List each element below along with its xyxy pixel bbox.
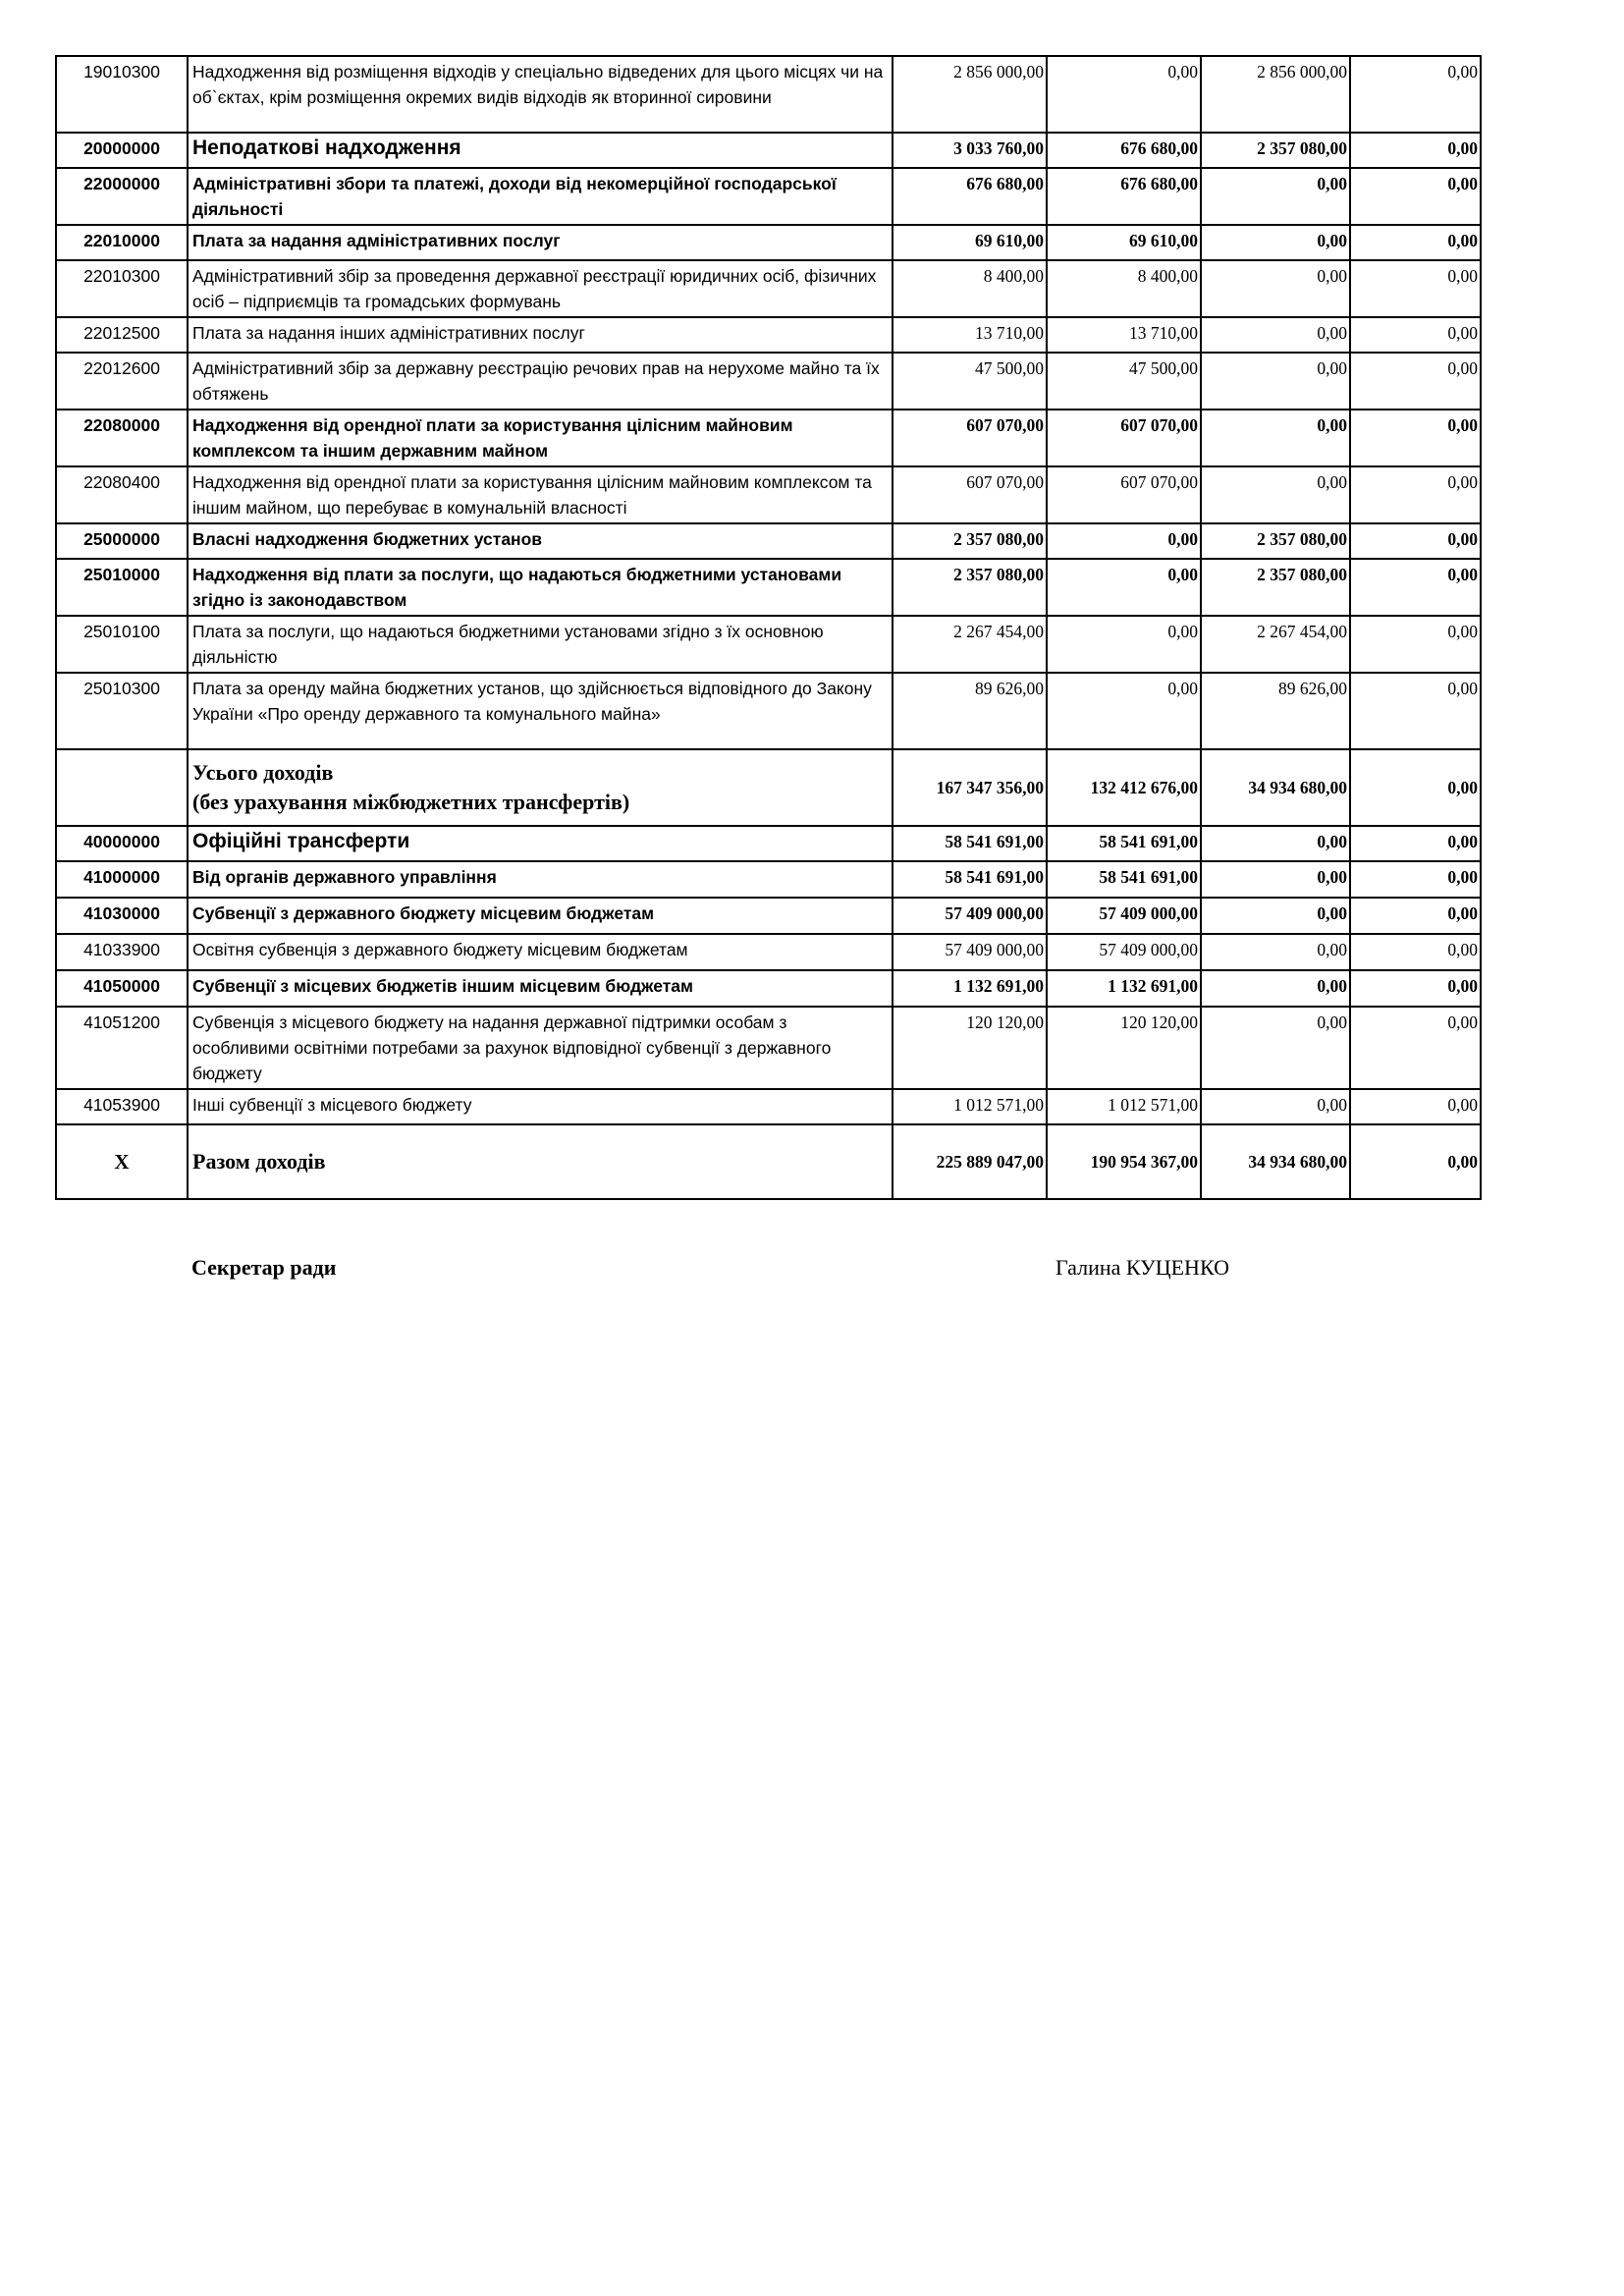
signature-position: Секретар ради <box>191 1255 337 1280</box>
row-total: 57 409 000,00 <box>893 934 1047 970</box>
row-special-fund: 0,00 <box>1201 260 1350 317</box>
table-row <box>56 559 1481 616</box>
row-code: 41033900 <box>56 934 188 970</box>
row-name: Неподаткові надходження <box>188 133 893 168</box>
row-development-budget: 0,00 <box>1350 523 1481 559</box>
row-total: 8 400,00 <box>893 260 1047 317</box>
row-special-fund: 0,00 <box>1201 168 1350 225</box>
row-development-budget: 0,00 <box>1350 1007 1481 1089</box>
row-name-line: Усього доходів <box>192 760 334 785</box>
revenue-table <box>55 55 1482 1200</box>
row-code: 25010300 <box>56 673 188 749</box>
row-code: 41000000 <box>56 861 188 898</box>
row-development-budget: 0,00 <box>1350 934 1481 970</box>
row-general-fund: 58 541 691,00 <box>1047 826 1201 861</box>
row-code: 22010000 <box>56 225 188 260</box>
row-special-fund: 0,00 <box>1201 861 1350 898</box>
row-general-fund: 120 120,00 <box>1047 1007 1201 1089</box>
row-total: 69 610,00 <box>893 225 1047 260</box>
row-code: 41030000 <box>56 898 188 934</box>
row-general-fund: 8 400,00 <box>1047 260 1201 317</box>
row-special-fund: 2 267 454,00 <box>1201 616 1350 673</box>
row-development-budget: 0,00 <box>1350 56 1481 133</box>
row-special-fund: 0,00 <box>1201 898 1350 934</box>
row-general-fund: 1 012 571,00 <box>1047 1089 1201 1124</box>
row-name: Надходження від плати за послуги, що надаються бюджетними установами згідно із законодавством <box>188 559 893 616</box>
row-development-budget: 0,00 <box>1350 1124 1481 1199</box>
row-name: Офіційні трансферти <box>188 826 893 861</box>
row-total: 120 120,00 <box>893 1007 1047 1089</box>
row-development-budget: 0,00 <box>1350 317 1481 353</box>
row-development-budget: 0,00 <box>1350 898 1481 934</box>
row-special-fund: 0,00 <box>1201 466 1350 523</box>
row-total: 225 889 047,00 <box>893 1124 1047 1199</box>
row-general-fund: 0,00 <box>1047 616 1201 673</box>
row-name: Надходження від орендної плати за користування цілісним майновим комплексом та іншим державним майном <box>188 410 893 466</box>
row-total: 89 626,00 <box>893 673 1047 749</box>
row-code: 41050000 <box>56 970 188 1007</box>
row-total: 1 012 571,00 <box>893 1089 1047 1124</box>
row-development-budget: 0,00 <box>1350 466 1481 523</box>
row-name: Субвенції з державного бюджету місцевим бюджетам <box>188 898 893 934</box>
row-general-fund: 607 070,00 <box>1047 466 1201 523</box>
row-special-fund: 2 357 080,00 <box>1201 523 1350 559</box>
row-total: 47 500,00 <box>893 353 1047 410</box>
row-development-budget: 0,00 <box>1350 225 1481 260</box>
table-row <box>56 970 1481 1007</box>
table-row <box>56 1089 1481 1124</box>
table-row <box>56 934 1481 970</box>
row-general-fund: 57 409 000,00 <box>1047 934 1201 970</box>
row-development-budget: 0,00 <box>1350 410 1481 466</box>
row-code: 41051200 <box>56 1007 188 1089</box>
row-general-fund: 0,00 <box>1047 559 1201 616</box>
table-row <box>56 523 1481 559</box>
row-general-fund: 607 070,00 <box>1047 410 1201 466</box>
row-total: 2 357 080,00 <box>893 523 1047 559</box>
row-general-fund: 190 954 367,00 <box>1047 1124 1201 1199</box>
row-name: Разом доходів <box>188 1124 893 1199</box>
row-development-budget: 0,00 <box>1350 260 1481 317</box>
row-special-fund: 34 934 680,00 <box>1201 1124 1350 1199</box>
row-special-fund: 0,00 <box>1201 410 1350 466</box>
row-name: Власні надходження бюджетних установ <box>188 523 893 559</box>
row-code: 22012500 <box>56 317 188 353</box>
row-name: Від органів державного управління <box>188 861 893 898</box>
row-total: 57 409 000,00 <box>893 898 1047 934</box>
row-name-line: (без урахування міжбюджетних трансфертів) <box>192 790 630 814</box>
row-general-fund: 676 680,00 <box>1047 133 1201 168</box>
table-row <box>56 616 1481 673</box>
table-row <box>56 225 1481 260</box>
table-row <box>56 673 1481 749</box>
row-code: 22000000 <box>56 168 188 225</box>
row-special-fund: 0,00 <box>1201 970 1350 1007</box>
row-code: 20000000 <box>56 133 188 168</box>
row-development-budget: 0,00 <box>1350 826 1481 861</box>
row-name: Освітня субвенція з державного бюджету місцевим бюджетам <box>188 934 893 970</box>
table-row <box>56 826 1481 861</box>
row-total: 676 680,00 <box>893 168 1047 225</box>
row-development-budget: 0,00 <box>1350 749 1481 826</box>
row-code: 22080000 <box>56 410 188 466</box>
row-development-budget: 0,00 <box>1350 168 1481 225</box>
row-special-fund: 2 856 000,00 <box>1201 56 1350 133</box>
table-row <box>56 410 1481 466</box>
row-name: Плата за надання інших адміністративних послуг <box>188 317 893 353</box>
row-development-budget: 0,00 <box>1350 861 1481 898</box>
row-development-budget: 0,00 <box>1350 1089 1481 1124</box>
row-total: 1 132 691,00 <box>893 970 1047 1007</box>
row-name: Плата за оренду майна бюджетних установ, що здійснюється відповідного до Закону України «Про оренду державного та комунального майна» <box>188 673 893 749</box>
row-name: Субвенція з місцевого бюджету на надання державної підтримки особам з особливими освітніми потребами за рахунок відповідної субвенції з державного бюджету <box>188 1007 893 1089</box>
row-total: 607 070,00 <box>893 466 1047 523</box>
row-special-fund: 0,00 <box>1201 317 1350 353</box>
row-name: Надходження від розміщення відходів у спеціально відведених для цього місцях чи на об`єктах, крім розміщення окремих видів відходів як вторинної сировини <box>188 56 893 133</box>
row-development-budget: 0,00 <box>1350 673 1481 749</box>
table-row <box>56 56 1481 133</box>
row-total: 2 267 454,00 <box>893 616 1047 673</box>
row-total: 607 070,00 <box>893 410 1047 466</box>
row-development-budget: 0,00 <box>1350 559 1481 616</box>
row-code: 25000000 <box>56 523 188 559</box>
row-special-fund: 0,00 <box>1201 353 1350 410</box>
row-special-fund: 0,00 <box>1201 1007 1350 1089</box>
row-special-fund: 0,00 <box>1201 225 1350 260</box>
row-total: 2 357 080,00 <box>893 559 1047 616</box>
row-general-fund: 132 412 676,00 <box>1047 749 1201 826</box>
row-general-fund: 676 680,00 <box>1047 168 1201 225</box>
table-row <box>56 260 1481 317</box>
row-general-fund: 57 409 000,00 <box>1047 898 1201 934</box>
row-code: 22012600 <box>56 353 188 410</box>
row-general-fund: 47 500,00 <box>1047 353 1201 410</box>
total-row <box>56 1124 1481 1199</box>
row-code: 22010300 <box>56 260 188 317</box>
row-special-fund: 89 626,00 <box>1201 673 1350 749</box>
row-general-fund: 58 541 691,00 <box>1047 861 1201 898</box>
row-general-fund: 13 710,00 <box>1047 317 1201 353</box>
row-special-fund: 0,00 <box>1201 934 1350 970</box>
row-code <box>56 749 188 826</box>
row-name: Субвенції з місцевих бюджетів іншим місцевим бюджетам <box>188 970 893 1007</box>
row-name: Інші субвенції з місцевого бюджету <box>188 1089 893 1124</box>
row-total: 58 541 691,00 <box>893 826 1047 861</box>
row-name: Адміністративний збір за проведення державної реєстрації юридичних осіб, фізичних осіб – підприємців та громадських формувань <box>188 260 893 317</box>
row-special-fund: 34 934 680,00 <box>1201 749 1350 826</box>
row-total: 13 710,00 <box>893 317 1047 353</box>
row-special-fund: 0,00 <box>1201 826 1350 861</box>
row-name: Адміністративний збір за державну реєстрацію речових прав на нерухоме майно та їх обтяжень <box>188 353 893 410</box>
row-code: 19010300 <box>56 56 188 133</box>
row-code: 25010000 <box>56 559 188 616</box>
signature-name: Галина КУЦЕНКО <box>1056 1255 1229 1280</box>
row-code: 25010100 <box>56 616 188 673</box>
row-total: 3 033 760,00 <box>893 133 1047 168</box>
row-development-budget: 0,00 <box>1350 970 1481 1007</box>
row-total: 58 541 691,00 <box>893 861 1047 898</box>
table-row <box>56 133 1481 168</box>
row-development-budget: 0,00 <box>1350 616 1481 673</box>
table-row <box>56 317 1481 353</box>
row-special-fund: 2 357 080,00 <box>1201 133 1350 168</box>
row-general-fund: 0,00 <box>1047 673 1201 749</box>
row-general-fund: 69 610,00 <box>1047 225 1201 260</box>
row-special-fund: 0,00 <box>1201 1089 1350 1124</box>
table-row <box>56 861 1481 898</box>
row-name: Надходження від орендної плати за користування цілісним майновим комплексом та іншим майном, що перебуває в комунальній власності <box>188 466 893 523</box>
row-name: Адміністративні збори та платежі, доходи від некомерційної господарської діяльності <box>188 168 893 225</box>
row-special-fund: 2 357 080,00 <box>1201 559 1350 616</box>
subtotal-row <box>56 749 1481 826</box>
row-general-fund: 0,00 <box>1047 523 1201 559</box>
row-development-budget: 0,00 <box>1350 353 1481 410</box>
table-row <box>56 168 1481 225</box>
row-code: Х <box>56 1124 188 1199</box>
row-name: Плата за послуги, що надаються бюджетними установами згідно з їх основною діяльністю <box>188 616 893 673</box>
row-general-fund: 0,00 <box>1047 56 1201 133</box>
row-general-fund: 1 132 691,00 <box>1047 970 1201 1007</box>
table-row <box>56 466 1481 523</box>
row-code: 40000000 <box>56 826 188 861</box>
row-code: 22080400 <box>56 466 188 523</box>
row-name <box>188 749 893 826</box>
row-total: 2 856 000,00 <box>893 56 1047 133</box>
table-row <box>56 898 1481 934</box>
row-total: 167 347 356,00 <box>893 749 1047 826</box>
table-row <box>56 353 1481 410</box>
row-code: 41053900 <box>56 1089 188 1124</box>
row-development-budget: 0,00 <box>1350 133 1481 168</box>
row-name: Плата за надання адміністративних послуг <box>188 225 893 260</box>
table-row <box>56 1007 1481 1089</box>
